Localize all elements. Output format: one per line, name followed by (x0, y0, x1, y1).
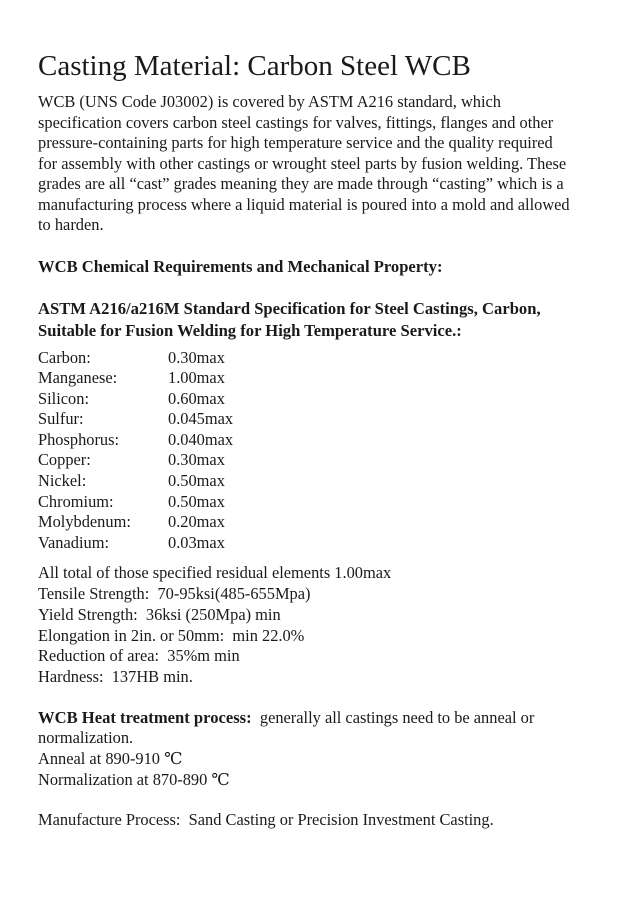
intro-line: grades are all “cast” grades meaning they are made through “casting” which is a (38, 174, 564, 193)
element-name: Carbon: (38, 347, 91, 367)
chemical-elements-list (38, 348, 603, 554)
intro-line: pressure-containing parts for high temperature service and the quality required (38, 133, 553, 152)
element-row (38, 450, 603, 471)
element-name: Sulfur: (38, 409, 84, 429)
anneal-line: Anneal at 890-910 ℃ (38, 749, 183, 769)
element-row (38, 430, 603, 451)
element-name: Chromium: (38, 491, 114, 511)
heat-treatment-text: generally all castings need to be anneal or (251, 707, 535, 727)
element-value: 0.045max (168, 409, 234, 429)
element-row (38, 533, 603, 554)
property-line: Reduction of area: 35%m min (38, 646, 240, 666)
intro-paragraph (38, 92, 603, 236)
heat-treatment-section (38, 708, 603, 791)
element-row (38, 348, 603, 369)
element-value: 1.00max (168, 368, 225, 388)
mechanical-properties (38, 563, 603, 687)
element-value: 0.20max (168, 512, 225, 532)
chemical-requirements-heading: WCB Chemical Requirements and Mechanical Property: (38, 256, 443, 276)
property-line: Yield Strength: 36ksi (250Mpa) min (38, 604, 281, 624)
element-name: Manganese: (38, 368, 118, 388)
element-value: 0.30max (168, 347, 225, 367)
heat-treatment-line (38, 708, 603, 729)
element-name: Molybdenum: (38, 512, 131, 532)
element-name: Vanadium: (38, 532, 110, 552)
page-title: Casting Material: Carbon Steel WCB (38, 50, 471, 82)
element-name: Copper: (38, 450, 91, 470)
element-value: 0.30max (168, 450, 225, 470)
intro-line: WCB (UNS Code J03002) is covered by ASTM A216 standard, which (38, 92, 501, 111)
element-row (38, 512, 603, 533)
element-row (38, 492, 603, 513)
element-value: 0.03max (168, 532, 225, 552)
intro-line: manufacturing process where a liquid material is poured into a mold and allowed (38, 194, 570, 214)
intro-line: to harden. (38, 215, 104, 234)
element-row (38, 389, 603, 410)
property-line: Hardness: 137HB min. (38, 666, 193, 686)
element-value: 0.60max (168, 388, 225, 408)
property-line: Tensile Strength: 70-95ksi(485-655Mpa) (38, 584, 311, 604)
property-line: Elongation in 2in. or 50mm: min 22.0% (38, 625, 305, 645)
intro-line: for assembly with other castings or wrought steel parts by fusion welding. These (38, 153, 567, 173)
element-value: 0.50max (168, 491, 225, 511)
property-line: All total of those specified residual elements 1.00max (38, 563, 392, 583)
element-row (38, 409, 603, 430)
normalization-line: Normalization at 870-890 ℃ (38, 769, 230, 789)
intro-line: specification covers carbon steel castings for valves, fittings, flanges and other (38, 112, 554, 132)
heat-treatment-continuation: normalization. (38, 728, 134, 748)
element-name: Silicon: (38, 388, 89, 408)
element-row (38, 368, 603, 389)
element-name: Nickel: (38, 471, 87, 491)
standard-spec-heading-line: ASTM A216/a216M Standard Specification for Steel Castings, Carbon, (38, 298, 541, 318)
manufacture-process: Manufacture Process: Sand Casting or Precision Investment Casting. (38, 810, 494, 830)
heat-treatment-label: WCB Heat treatment process: (38, 707, 252, 727)
element-value: 0.50max (168, 471, 225, 491)
element-name: Phosphorus: (38, 429, 120, 449)
element-value: 0.040max (168, 429, 234, 449)
element-row (38, 471, 603, 492)
standard-spec-heading-line: Suitable for Fusion Welding for High Temperature Service.: (38, 320, 462, 340)
document-page (38, 48, 603, 831)
standard-spec-heading (38, 298, 603, 342)
